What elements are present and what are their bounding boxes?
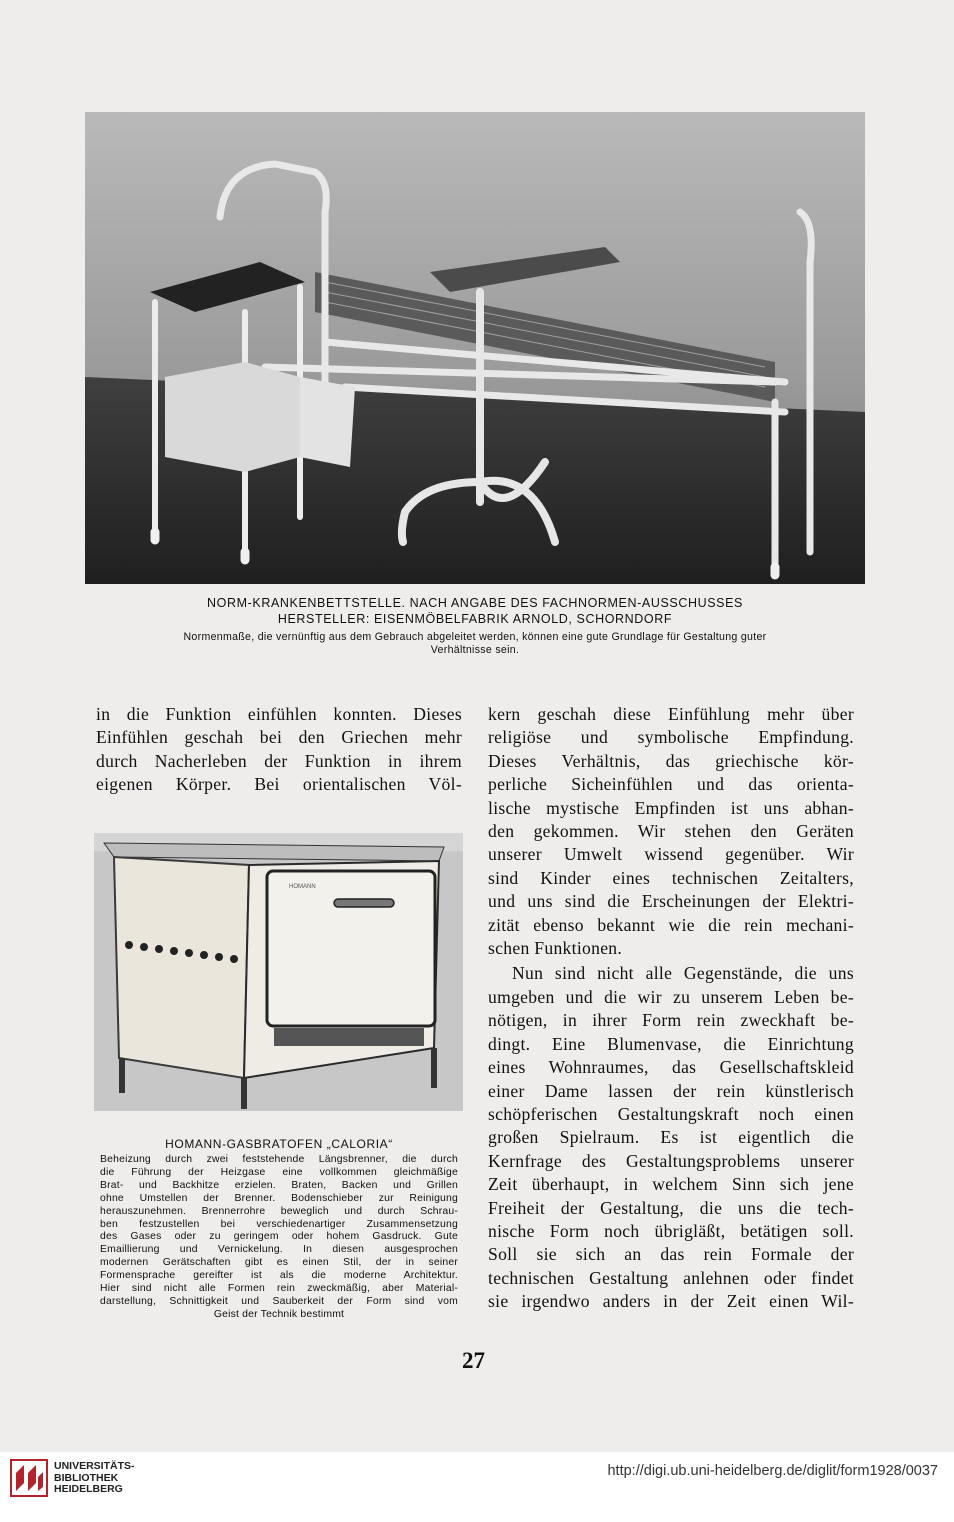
right-text-line: großen Spielraum. Es ist eigentlich die [488,1127,854,1148]
figure2-desc-line: darstellung, Schnittigkeit und Sauberkeit der Form sind vom [100,1295,458,1307]
figure2-desc-line: Beheizung durch zwei feststehende Längsbrenner, die durch [100,1154,458,1165]
library-logo-icon [10,1459,48,1497]
right-text-line: zität ebenso bekannt wie die rein mechani- [488,914,854,935]
left-column-text [96,703,462,797]
library-name-line: UNIVERSITÄTS- [54,1460,135,1472]
right-text-line: Nun sind nicht alle Gegenstände, die uns [512,963,854,984]
figure2-desc-line: modernen Gerätschaften gibt es einen Stil, der in seiner [100,1257,458,1269]
right-text-line: und uns sind die Erscheinungen der Elektri- [488,891,854,912]
figure2-description [100,1154,458,1322]
right-text-line: umgeben und die wir zu unserem Leben be- [488,986,854,1007]
library-name-line: BIBLIOTHEK [54,1471,119,1484]
figure2-desc-line: Emaillierung und Vernickelung. In diesen ausgesprochen [100,1244,458,1256]
figure1-caption-line2: HERSTELLER: EISENMÖBELFABRIK ARNOLD, SCHORNDORF [277,612,673,626]
right-text-line: schöpferischen Gestaltungskraft noch einen [488,1103,854,1124]
left-text-line: Einfühlen geschah bei den Griechen mehr [96,727,462,748]
right-text-line: schen Funktionen. [488,938,623,959]
right-text-line: Dieses Verhältnis, das griechische kör- [488,750,854,771]
gas-oven-photo [94,833,463,1111]
right-text-line: Kernfrage des Gestaltungsproblems unserer [488,1150,854,1171]
library-name-line: HEIDELBERG [54,1483,123,1495]
figure1-note-line1: Normenmaße, die vernünftig aus dem Gebrauch abgeleitet werden, können eine gute Grundlage für Gestaltung guter [183,631,767,643]
figure2-desc-line: ben festzustellen bei verschiedenartiger Zusammensetzung [100,1218,458,1230]
left-text-line: eigenen Körper. Bei orientalischen Völ- [96,774,462,795]
right-text-line: nische Form noch übrigläßt, betätigen soll. [488,1220,854,1241]
right-text-line: eines Wohnraumes, das Gesellschaftskleid [488,1057,854,1078]
footer-bar [0,1452,954,1522]
right-text-line: dingt. Eine Blumenvase, die Einrichtung [488,1033,854,1054]
figure1-note-line2: Verhältnisse sein. [430,644,520,656]
right-text-line: Zeit überhaupt, in welchem Sinn sich jene [488,1174,854,1195]
figure2-desc-line: des Gases oder zu geringem oder hohem Gasdruck. Gute [100,1231,458,1243]
figure2-desc-line: Brat- und Backhitze erzielen. Braten, Backen und Grillen [100,1179,458,1191]
right-text-line: Soll sie sich an das rein Formale der [488,1244,854,1265]
right-column-text [488,703,854,1314]
right-text-line: Freiheit der Gestaltung, die uns die tech- [488,1197,854,1218]
page-number: 27 [462,1348,485,1373]
figure1-caption-line1: NORM-KRANKENBETTSTELLE. NACH ANGABE DES FACHNORMEN-AUSSCHUSSES [207,596,743,610]
figure2-desc-line: Formensprache gereifter ist als die moderne Architektur. [100,1270,458,1282]
right-text-line: unserer Umwelt wissend gegenüber. Wir [488,844,854,865]
library-name [54,1461,135,1496]
right-text-line: nötigen, in ihrer Form rein zweckhaft be- [488,1010,854,1031]
right-text-line: sind Kinder eines technischen Zeitalters, [488,867,854,888]
figure2-desc-line: ohne Umstellen der Brenner. Bodenschieber zur Reinigung [100,1192,458,1204]
right-text-line: religiöse und symbolische Empfindung. [488,727,854,748]
figure2-desc-line: herauszunehmen. Brennerrohre beweglich und durch Schrau- [100,1205,458,1217]
figure2-desc-last-line: Geist der Technik bestimmt [213,1308,345,1320]
right-text-line: technischen Gestaltung anlehnen oder findet [488,1267,854,1288]
figure2-desc-line: Hier sind nicht alle Formen rein zweckmäßig, aber Material- [100,1283,458,1295]
figure2-title: HOMANN-GASBRATOFEN „CALORIA“ [165,1137,393,1151]
right-text-line: perliche Sicheinfühlen und das orienta- [488,774,854,795]
oven-brand-label: HOMANN [289,884,316,890]
figure2-desc-line: die Führung der Heizgase eine vollkommen gleichmäßige [100,1166,458,1178]
right-text-line: lische mystische Empfinden ist uns abhan- [488,797,854,818]
source-url-link[interactable]: http://digi.ub.uni-heidelberg.de/diglit/form1928/0037 [607,1463,938,1479]
right-text-line: kern geschah diese Einfühlung mehr über [488,704,854,724]
right-text-line: sie irgendwo anders in der Zeit einen Wil- [488,1291,854,1312]
hospital-bed-photo [85,112,865,584]
left-text-line: in die Funktion einfühlen konnten. Dieses [96,704,462,724]
right-text-line: einer Dame lassen der rein künstlerisch [488,1080,854,1101]
left-text-line: durch Nacherleben der Funktion in ihrem [96,750,462,771]
right-text-line: den gekommen. Wir stehen den Geräten [488,821,854,842]
